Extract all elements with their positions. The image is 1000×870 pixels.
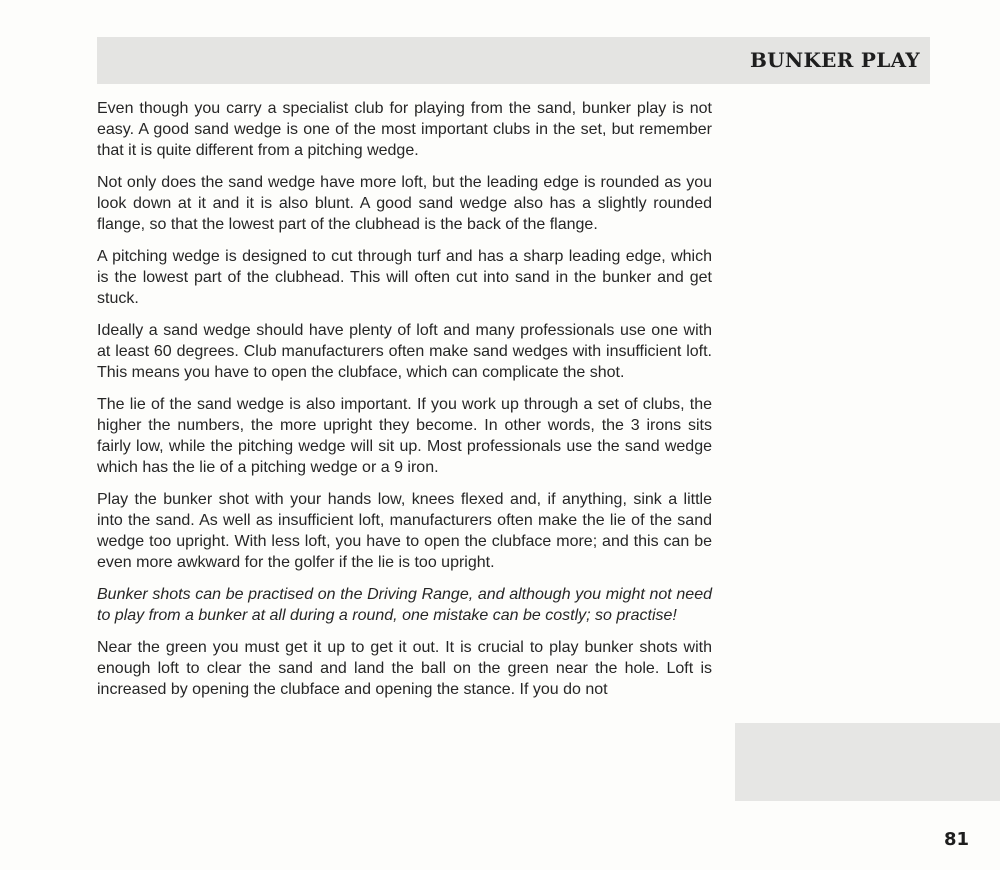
header-band — [97, 37, 930, 84]
paragraph-pitching-wedge: A pitching wedge is designed to cut through turf and has a sharp leading edge, which is the lowest part of the clubhead. This will often cut into sand in the bunker and get stuck. — [97, 248, 712, 307]
paragraph-practise-tip: Bunker shots can be practised on the Driving Range, and although you might not need to play from a bunker at all during a round, one mistake can be costly; so practise! — [97, 586, 712, 624]
side-band — [735, 723, 1000, 801]
paragraph-lie: The lie of the sand wedge is also important. If you work up through a set of clubs, the higher the numbers, the more upright they become. In other words, the 3 irons sits fairly low, while the pitching wedge will sit up. Most professionals use the sand wedge which has the lie of a pitching wedge or a 9 iron. — [97, 396, 712, 476]
paragraph-ideal-loft: Ideally a sand wedge should have plenty of loft and many professionals use one with at least 60 degrees. Club manufacturers often make sand wedges with insufficient loft. This means you have to open the clubface, which can complicate the shot. — [97, 322, 712, 381]
page-number: 81 — [943, 829, 969, 850]
paragraph-intro: Even though you carry a specialist club for playing from the sand, bunker play is not easy. A good sand wedge is one of the most important clubs in the set, but remember that it is quite different from a pitching wedge. — [97, 100, 712, 159]
paragraph-stance: Play the bunker shot with your hands low, knees flexed and, if anything, sink a little into the sand. As well as insufficient loft, manufacturers often make the lie of the sand wedge too upright. With less loft, you have to open the clubface more; and this can be even more awkward for the golfer if the lie is too upright. — [97, 491, 712, 571]
paragraph-near-green: Near the green you must get it up to get it out. It is crucial to play bunker shots with enough loft to clear the sand and land the ball on the green near the hole. Loft is increased by opening the clubface and opening the stance. If you do not — [97, 639, 712, 698]
section-title: BUNKER PLAY — [749, 48, 920, 72]
paragraph-sand-wedge-loft: Not only does the sand wedge have more loft, but the leading edge is rounded as you look down at it and it is also blunt. A good sand wedge also has a slightly rounded flange, so that the lowest part of the clubhead is the back of the flange. — [97, 174, 712, 233]
body-text — [97, 98, 712, 711]
